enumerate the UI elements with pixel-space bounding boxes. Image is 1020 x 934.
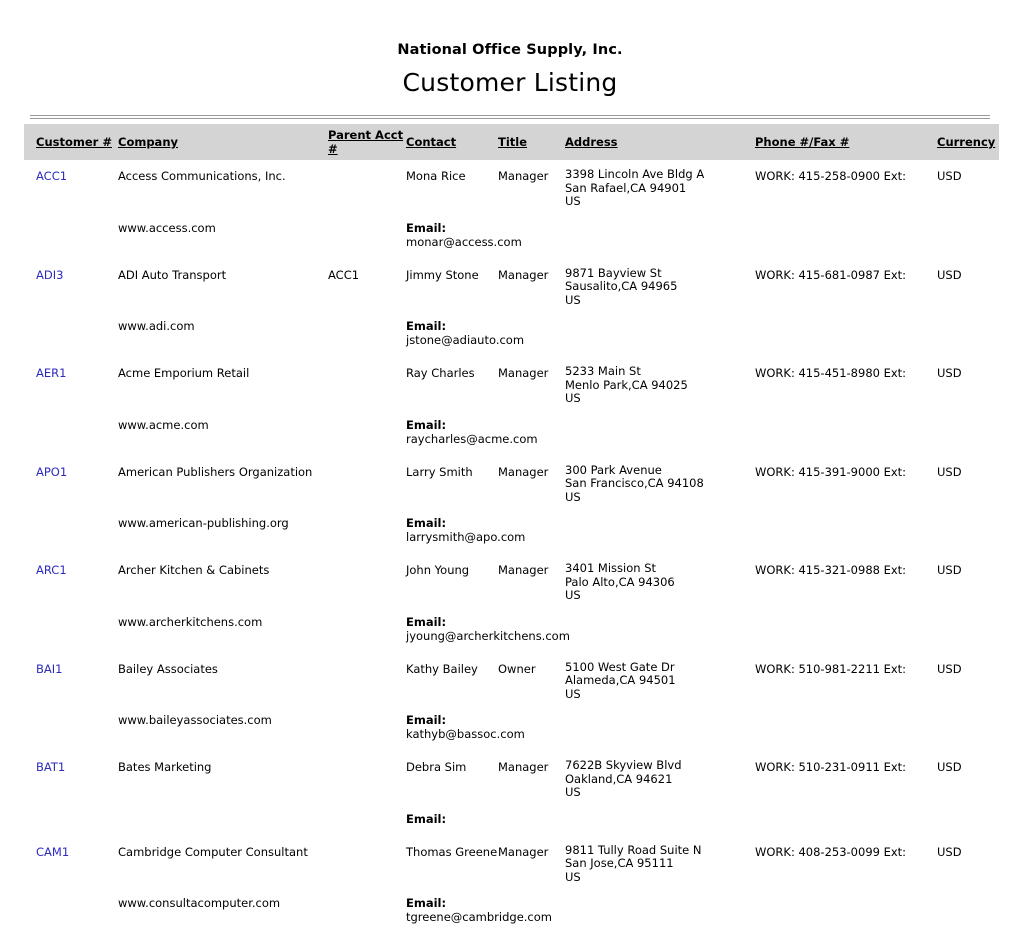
subrow-spacer [937, 307, 999, 357]
subrow-spacer [560, 884, 755, 934]
cell-parent-acct [328, 653, 406, 702]
cell-address [560, 554, 755, 603]
cell-phone: WORK: 510-231-0911 Ext: [755, 760, 907, 774]
subrow-spacer [755, 603, 937, 653]
email-value: raycharles@acme.com [406, 431, 538, 446]
cell-contact: Kathy Bailey [406, 661, 478, 676]
cell-parent-acct [328, 554, 406, 603]
subrow-spacer [24, 307, 112, 357]
address-line: San Francisco,CA 94108 [565, 476, 704, 490]
address-line: 300 Park Avenue [565, 462, 662, 477]
subrow-spacer [755, 307, 937, 357]
cell-email[interactable] [406, 504, 560, 554]
cell-website[interactable]: www.american-publishing.org [118, 516, 289, 530]
address-line: Menlo Park,CA 94025 [565, 377, 688, 392]
cell-phone: WORK: 510-981-2211 Ext: [755, 661, 907, 676]
address-line: US [565, 391, 581, 405]
subrow-spacer [24, 504, 112, 554]
cell-phone: WORK: 415-258-0900 Ext: [755, 169, 907, 183]
email-label: Email: [406, 896, 447, 910]
customer-listing-table [24, 124, 999, 934]
address-line: 5233 Main St [565, 364, 641, 378]
table-row [24, 751, 999, 800]
subrow-spacer [24, 884, 112, 934]
address-line: US [565, 588, 581, 602]
cell-company: Bates Marketing [118, 760, 212, 774]
cell-parent-acct [328, 456, 406, 505]
email-label: Email: [406, 417, 447, 432]
subrow-spacer [755, 800, 937, 836]
email-label: Email: [406, 319, 447, 333]
column-header-title: Title [498, 124, 560, 160]
cell-company: Archer Kitchen & Cabinets [118, 563, 270, 577]
cell-company: ADI Auto Transport [118, 267, 227, 282]
cell-company: American Publishers Organization [118, 464, 313, 479]
cell-phone: WORK: 415-451-8980 Ext: [755, 366, 907, 380]
cell-parent-acct [328, 836, 406, 885]
table-row [24, 836, 999, 885]
cell-customer-number: ADI3 [36, 267, 64, 282]
subrow-spacer [560, 603, 755, 653]
address-line: US [565, 785, 581, 799]
subrow-spacer [24, 701, 112, 751]
subrow-spacer [937, 884, 999, 934]
column-header-contact: Contact [406, 124, 498, 160]
table-row [24, 259, 999, 308]
cell-title: Manager [498, 267, 549, 282]
address-line: Alameda,CA 94501 [565, 673, 676, 687]
cell-currency: USD [937, 267, 962, 282]
table-subrow [24, 406, 999, 456]
cell-customer-number: ACC1 [36, 169, 68, 183]
cell-address [560, 456, 755, 505]
address-line: 5100 West Gate Dr [565, 659, 675, 674]
email-label: Email: [406, 220, 447, 235]
cell-title: Manager [498, 563, 549, 577]
subrow-spacer [755, 504, 937, 554]
column-header-phone-fax: Phone #/Fax # [755, 124, 937, 160]
cell-phone: WORK: 415-391-9000 Ext: [755, 464, 907, 479]
cell-phone: WORK: 408-253-0099 Ext: [755, 844, 907, 859]
subrow-spacer [328, 504, 406, 554]
cell-title: Manager [498, 760, 549, 774]
cell-company: Bailey Associates [118, 661, 218, 676]
table-subrow [24, 884, 999, 934]
table-row [24, 653, 999, 702]
cell-website[interactable]: www.adi.com [118, 319, 195, 333]
document-header [24, 0, 996, 97]
cell-email[interactable] [406, 884, 560, 934]
cell-address [560, 259, 755, 308]
subrow-spacer [328, 603, 406, 653]
cell-title: Manager [498, 464, 549, 479]
cell-email[interactable] [406, 800, 560, 836]
subrow-spacer [755, 406, 937, 456]
cell-parent-acct [328, 160, 406, 209]
subrow-spacer [328, 406, 406, 456]
cell-parent-acct: ACC1 [328, 267, 360, 282]
email-value: larrysmith@apo.com [406, 530, 526, 544]
cell-currency: USD [937, 661, 962, 676]
cell-website[interactable]: www.access.com [118, 220, 216, 235]
email-label: Email: [406, 811, 447, 826]
cell-email[interactable] [406, 603, 570, 653]
cell-contact: John Young [406, 563, 470, 577]
cell-website[interactable]: www.consultacomputer.com [118, 896, 281, 910]
column-header-address: Address [560, 124, 755, 160]
subrow-spacer [560, 504, 755, 554]
company-name: National Office Supply, Inc. [397, 42, 623, 58]
cell-currency: USD [937, 169, 962, 183]
address-line: Palo Alto,CA 94306 [565, 574, 675, 589]
cell-address [560, 836, 755, 885]
cell-email[interactable] [406, 209, 560, 259]
subrow-spacer [937, 603, 999, 653]
cell-website[interactable]: www.acme.com [118, 417, 209, 432]
table-subrow [24, 603, 999, 653]
cell-title: Manager [498, 844, 549, 859]
subrow-spacer [24, 406, 112, 456]
address-line: San Jose,CA 95111 [565, 856, 674, 870]
cell-contact: Larry Smith [406, 464, 473, 479]
cell-currency: USD [937, 563, 962, 577]
column-header-parent-acct: Parent Acct # [328, 124, 406, 160]
subrow-spacer [328, 307, 406, 357]
column-header-currency: Currency [937, 124, 999, 160]
rule-top [30, 115, 990, 116]
email-label: Email: [406, 614, 447, 629]
table-subrow [24, 209, 999, 259]
table-subrow [24, 307, 999, 357]
table-subrow [24, 800, 999, 836]
email-value: jstone@adiauto.com [406, 333, 525, 347]
cell-title: Manager [498, 169, 549, 183]
cell-contact: Ray Charles [406, 366, 475, 380]
cell-address [560, 751, 755, 800]
table-subrow [24, 504, 999, 554]
cell-website[interactable]: www.archerkitchens.com [118, 614, 263, 629]
address-line: 3398 Lincoln Ave Bldg A [565, 167, 705, 181]
page-title: Customer Listing [402, 68, 618, 97]
subrow-spacer [24, 209, 112, 259]
address-line: US [565, 292, 581, 307]
column-header-company: Company [112, 124, 328, 160]
cell-currency: USD [937, 366, 962, 380]
address-line: Oakland,CA 94621 [565, 771, 673, 786]
cell-website[interactable] [112, 800, 328, 836]
cell-website[interactable]: www.baileyassociates.com [118, 713, 272, 727]
email-value: tgreene@cambridge.com [406, 910, 552, 924]
table-row [24, 554, 999, 603]
table-body [24, 160, 999, 934]
address-line: US [565, 194, 581, 208]
cell-address [560, 160, 755, 209]
table-header [24, 124, 999, 160]
cell-customer-number: AER1 [36, 366, 67, 380]
subrow-spacer [560, 406, 755, 456]
subrow-spacer [560, 307, 755, 357]
subrow-spacer [937, 504, 999, 554]
cell-customer-number: BAI1 [36, 661, 63, 676]
cell-contact: Thomas Greene [406, 844, 498, 859]
rule-bottom [30, 118, 990, 119]
subrow-spacer [328, 884, 406, 934]
cell-customer-number: ARC1 [36, 563, 67, 577]
cell-address [560, 653, 755, 702]
subrow-spacer [937, 406, 999, 456]
cell-title: Manager [498, 366, 549, 380]
header-rules [24, 115, 996, 119]
column-header-customer: Customer # [24, 124, 112, 160]
address-line: 9811 Tully Road Suite N [565, 842, 702, 857]
cell-parent-acct [328, 357, 406, 406]
cell-title: Owner [498, 661, 536, 676]
cell-company: Acme Emporium Retail [118, 366, 250, 380]
email-label: Email: [406, 516, 447, 530]
cell-contact: Jimmy Stone [406, 267, 479, 282]
subrow-spacer [560, 701, 755, 751]
cell-currency: USD [937, 760, 962, 774]
cell-email[interactable] [406, 307, 560, 357]
cell-company: Cambridge Computer Consultant [118, 844, 308, 859]
cell-email[interactable] [406, 701, 560, 751]
email-value: jyoung@archerkitchens.com [406, 628, 570, 643]
table-row [24, 357, 999, 406]
cell-customer-number: APO1 [36, 464, 68, 479]
address-line: 7622B Skyview Blvd [565, 758, 682, 772]
subrow-spacer [755, 884, 937, 934]
email-value: monar@access.com [406, 234, 522, 249]
subrow-spacer [24, 800, 112, 836]
table-header-row [24, 124, 999, 160]
cell-address [560, 357, 755, 406]
table-subrow [24, 701, 999, 751]
subrow-spacer [937, 800, 999, 836]
cell-customer-number: BAT1 [36, 760, 66, 774]
subrow-spacer [755, 701, 937, 751]
address-line: San Rafael,CA 94901 [565, 180, 687, 195]
address-line: 3401 Mission St [565, 561, 657, 575]
subrow-spacer [937, 701, 999, 751]
address-line: 9871 Bayview St [565, 265, 662, 280]
cell-currency: USD [937, 464, 962, 479]
address-line: Sausalito,CA 94965 [565, 279, 678, 293]
email-label: Email: [406, 713, 447, 727]
subrow-spacer [24, 603, 112, 653]
cell-contact: Mona Rice [406, 169, 466, 183]
cell-email[interactable] [406, 406, 560, 456]
table-row [24, 456, 999, 505]
subrow-spacer [560, 209, 755, 259]
cell-phone: WORK: 415-321-0988 Ext: [755, 563, 907, 577]
cell-currency: USD [937, 844, 962, 859]
address-line: US [565, 489, 581, 504]
email-value: kathyb@bassoc.com [406, 727, 525, 741]
subrow-spacer [755, 209, 937, 259]
cell-parent-acct [328, 751, 406, 800]
subrow-spacer [560, 800, 755, 836]
cell-phone: WORK: 415-681-0987 Ext: [755, 267, 907, 282]
table-row [24, 160, 999, 209]
address-line: US [565, 869, 581, 884]
subrow-spacer [937, 209, 999, 259]
address-line: US [565, 686, 581, 701]
cell-customer-number: CAM1 [36, 844, 70, 859]
subrow-spacer [328, 209, 406, 259]
cell-company: Access Communications, Inc. [118, 169, 286, 183]
subrow-spacer [328, 800, 406, 836]
cell-contact: Debra Sim [406, 760, 467, 774]
subrow-spacer [328, 701, 406, 751]
